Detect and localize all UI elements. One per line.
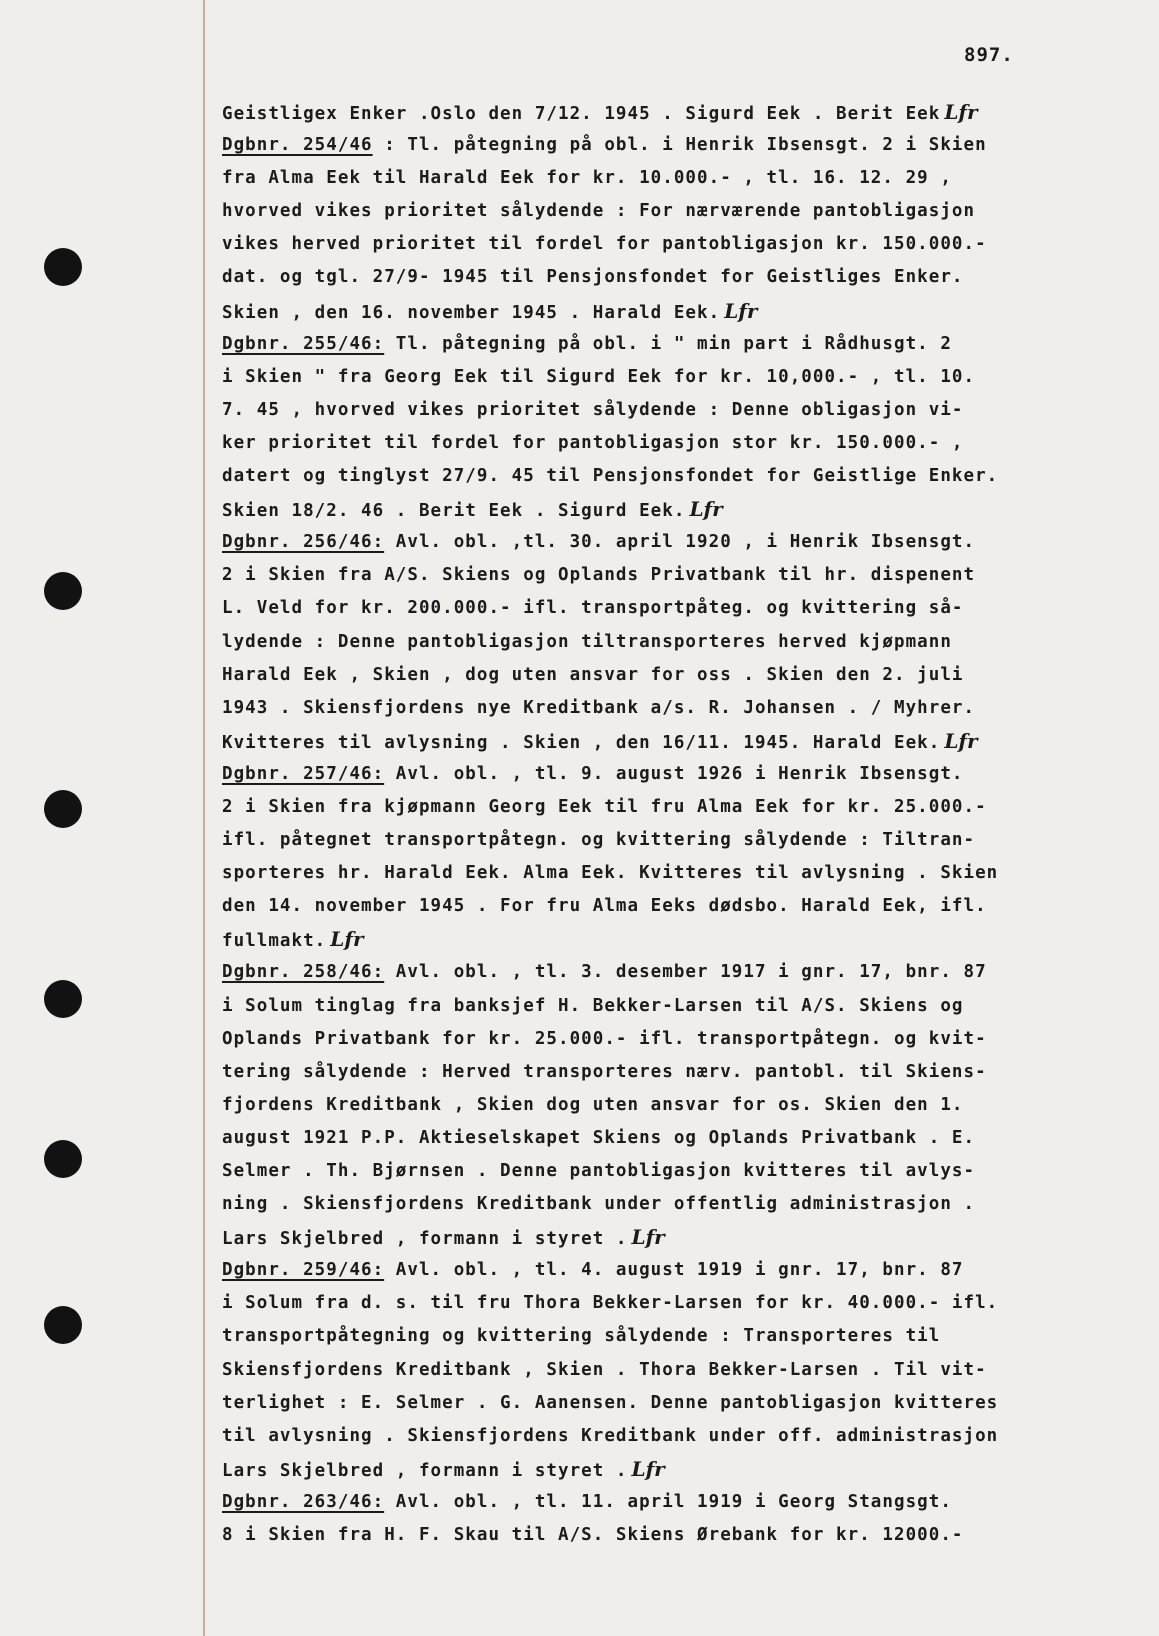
text-line bbox=[222, 824, 1142, 857]
text-line bbox=[222, 559, 1142, 592]
dgbnr-label: Dgbnr. 259/46: bbox=[222, 1260, 385, 1281]
text-line bbox=[222, 1023, 1142, 1056]
text-line bbox=[222, 1221, 1142, 1254]
line-text: Avl. obl. , tl. 9. august 1926 i Henrik Ibsensgt. bbox=[384, 763, 964, 784]
punch-hole bbox=[44, 572, 82, 610]
text-line bbox=[222, 1420, 1142, 1453]
line-text: Kvitteres til avlysning . Skien , den 16/11. 1945. Harald Eek. bbox=[222, 732, 941, 753]
text-line bbox=[222, 1287, 1142, 1320]
line-text: Avl. obl. , tl. 4. august 1919 i gnr. 17, bnr. 87 bbox=[384, 1260, 964, 1281]
line-text: 7. 45 , hvorved vikes prioritet sålydende : Denne obligasjon vi- bbox=[222, 399, 964, 420]
line-text: lydende : Denne pantobligasjon tiltransporteres herved kjøpmann bbox=[222, 631, 952, 652]
text-line bbox=[222, 1354, 1142, 1387]
text-line bbox=[222, 1519, 1142, 1552]
text-line bbox=[222, 1254, 1142, 1287]
line-text: i Solum tinglag fra banksjef H. Bekker-Larsen til A/S. Skiens og bbox=[222, 995, 964, 1016]
text-line bbox=[222, 626, 1142, 659]
line-text: Skiensfjordens Kreditbank , Skien . Thora Bekker-Larsen . Til vit- bbox=[222, 1359, 987, 1380]
line-text: dat. og tgl. 27/9- 1945 til Pensjonsfondet for Geistliges Enker. bbox=[222, 267, 964, 288]
handwritten-initials: Lfr bbox=[330, 927, 364, 952]
line-text: ker prioritet til fordel for pantobligasjon stor kr. 150.000.- , bbox=[222, 432, 964, 453]
dgbnr-label: Dgbnr. 258/46: bbox=[222, 962, 385, 983]
dgbnr-label: Dgbnr. 263/46: bbox=[222, 1491, 385, 1512]
line-text: transportpåtegning og kvittering sålydende : Transporteres til bbox=[222, 1326, 941, 1347]
text-line bbox=[222, 692, 1142, 725]
text-line bbox=[222, 195, 1142, 228]
margin-line bbox=[203, 0, 205, 1636]
handwritten-initials: Lfr bbox=[944, 100, 978, 124]
text-line bbox=[222, 96, 1142, 129]
text-line bbox=[222, 791, 1142, 824]
line-text: den 14. november 1945 . For fru Alma Eeks dødsbo. Harald Eek, ifl. bbox=[222, 896, 987, 917]
line-text: ifl. påtegnet transportpåtegn. og kvittering sålydende : Tiltran- bbox=[222, 830, 976, 851]
text-line bbox=[222, 1188, 1142, 1221]
line-text: 8 i Skien fra H. F. Skau til A/S. Skiens Ørebank for kr. 12000.- bbox=[222, 1525, 964, 1546]
punch-hole bbox=[44, 1140, 82, 1178]
handwritten-initials: Lfr bbox=[631, 1456, 665, 1481]
handwritten-initials: Lfr bbox=[689, 497, 723, 522]
line-text: hvorved vikes prioritet sålydende : For nærværende pantobligasjon bbox=[222, 201, 976, 222]
line-text: datert og tinglyst 27/9. 45 til Pensjonsfondet for Geistlige Enker. bbox=[222, 466, 999, 487]
text-line bbox=[222, 659, 1142, 692]
text-line bbox=[222, 427, 1142, 460]
punch-hole bbox=[44, 790, 82, 828]
document-text bbox=[222, 96, 1142, 1552]
punch-hole bbox=[44, 1306, 82, 1344]
line-text: 2 i Skien fra kjøpmann Georg Eek til fru Alma Eek for kr. 25.000.- bbox=[222, 796, 987, 817]
text-line bbox=[222, 923, 1142, 956]
text-line bbox=[222, 129, 1142, 162]
text-line bbox=[222, 1320, 1142, 1353]
line-text: Avl. obl. ,tl. 30. april 1920 , i Henrik Ibsensgt. bbox=[384, 532, 976, 553]
line-text: Skien , den 16. november 1945 . Harald Eek. bbox=[222, 302, 721, 323]
handwritten-initials: Lfr bbox=[631, 1225, 665, 1250]
dgbnr-label: Dgbnr. 257/46: bbox=[222, 763, 385, 784]
punch-hole bbox=[44, 248, 82, 286]
dgbnr-label: Dgbnr. 256/46: bbox=[222, 532, 385, 553]
line-text: Harald Eek , Skien , dog uten ansvar for oss . Skien den 2. juli bbox=[222, 664, 964, 685]
text-line bbox=[222, 261, 1142, 294]
text-line bbox=[222, 725, 1142, 758]
line-text: fjordens Kreditbank , Skien dog uten ansvar for os. Skien den 1. bbox=[222, 1094, 964, 1115]
text-line bbox=[222, 361, 1142, 394]
text-line bbox=[222, 956, 1142, 989]
text-line bbox=[222, 493, 1142, 526]
line-text: 2 i Skien fra A/S. Skiens og Oplands Privatbank til hr. dispenent bbox=[222, 565, 976, 586]
line-text: Lars Skjelbred , formann i styret . bbox=[222, 1229, 628, 1250]
text-line bbox=[222, 890, 1142, 923]
text-line bbox=[222, 1056, 1142, 1089]
text-line bbox=[222, 328, 1142, 361]
line-text: : Tl. påtegning på obl. i Henrik Ibsensgt. 2 i Skien bbox=[372, 135, 987, 156]
line-text: Avl. obl. , tl. 3. desember 1917 i gnr. 17, bnr. 87 bbox=[384, 962, 987, 983]
text-line bbox=[222, 592, 1142, 625]
text-line bbox=[222, 990, 1142, 1023]
text-line bbox=[222, 394, 1142, 427]
line-text: Lars Skjelbred , formann i styret . bbox=[222, 1460, 628, 1481]
punch-hole bbox=[44, 980, 82, 1018]
line-text: vikes herved prioritet til fordel for pantobligasjon kr. 150.000.- bbox=[222, 234, 987, 255]
text-line bbox=[222, 460, 1142, 493]
line-text: 1943 . Skiensfjordens nye Kreditbank a/s. R. Johansen . / Myhrer. bbox=[222, 697, 976, 718]
line-text: ning . Skiensfjordens Kreditbank under offentlig administrasjon . bbox=[222, 1194, 976, 1215]
line-text: Geistligex Enker .Oslo den 7/12. 1945 . Sigurd Eek . Berit Eek bbox=[222, 104, 941, 124]
text-line bbox=[222, 1089, 1142, 1122]
line-text: til avlysning . Skiensfjordens Kreditbank under off. administrasjon bbox=[222, 1425, 999, 1446]
line-text: fullmakt. bbox=[222, 931, 327, 952]
handwritten-initials: Lfr bbox=[724, 298, 758, 323]
line-text: Tl. påtegning på obl. i " min part i Rådhusgt. 2 bbox=[384, 333, 952, 354]
text-line bbox=[222, 758, 1142, 791]
page-number: 897. bbox=[964, 44, 1014, 66]
text-line bbox=[222, 526, 1142, 559]
line-text: Avl. obl. , tl. 11. april 1919 i Georg Stangsgt. bbox=[384, 1491, 952, 1512]
dgbnr-label: Dgbnr. 255/46: bbox=[222, 333, 385, 354]
text-line bbox=[222, 295, 1142, 328]
line-text: i Solum fra d. s. til fru Thora Bekker-Larsen for kr. 40.000.- ifl. bbox=[222, 1293, 999, 1314]
line-text: august 1921 P.P. Aktieselskapet Skiens og Oplands Privatbank . E. bbox=[222, 1127, 976, 1148]
handwritten-initials: Lfr bbox=[944, 728, 978, 753]
text-line bbox=[222, 162, 1142, 195]
line-text: fra Alma Eek til Harald Eek for kr. 10.000.- , tl. 16. 12. 29 , bbox=[222, 168, 952, 189]
text-line bbox=[222, 857, 1142, 890]
line-text: Oplands Privatbank for kr. 25.000.- ifl. transportpåtegn. og kvit- bbox=[222, 1028, 987, 1049]
line-text: i Skien " fra Georg Eek til Sigurd Eek for kr. 10,000.- , tl. 10. bbox=[222, 366, 976, 387]
line-text: Skien 18/2. 46 . Berit Eek . Sigurd Eek. bbox=[222, 501, 686, 522]
text-line bbox=[222, 1122, 1142, 1155]
line-text: tering sålydende : Herved transporteres nærv. pantobl. til Skiens- bbox=[222, 1061, 987, 1082]
text-line bbox=[222, 1486, 1142, 1519]
text-line bbox=[222, 1155, 1142, 1188]
line-text: L. Veld for kr. 200.000.- ifl. transportpåteg. og kvittering så- bbox=[222, 598, 964, 619]
line-text: Selmer . Th. Bjørnsen . Denne pantobligasjon kvitteres til avlys- bbox=[222, 1161, 976, 1181]
text-line bbox=[222, 1453, 1142, 1486]
text-line bbox=[222, 228, 1142, 261]
line-text: sporteres hr. Harald Eek. Alma Eek. Kvitteres til avlysning . Skien bbox=[222, 863, 999, 884]
text-line bbox=[222, 1387, 1142, 1420]
dgbnr-label: Dgbnr. 254/46 bbox=[222, 135, 373, 156]
line-text: terlighet : E. Selmer . G. Aanensen. Denne pantobligasjon kvitteres bbox=[222, 1392, 999, 1413]
